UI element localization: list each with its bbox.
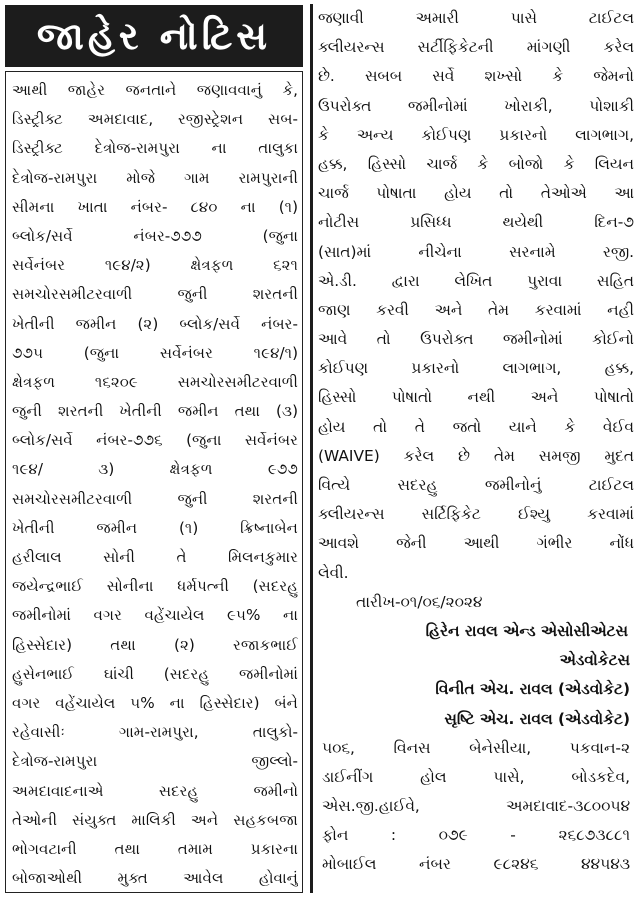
body-line: બ્લોક/સર્વે નંબર-૭૭૭ (જુના [12, 226, 298, 245]
mobile-line: મોબાઈલ નંબર ૯૮૨૪૬ ૪૪૫૪૩ [322, 855, 630, 874]
body-line: સમચોરસમીટરવાળી જુની શરતની [12, 285, 298, 304]
body-line: જયેન્દ્રભાઈ સોનીના ધર્મપત્ની (સદરહુ [12, 577, 298, 596]
body-line: દેત્રોજ-રામપુરા જીલ્લો- [12, 752, 298, 771]
body-line: ૧૯૪/ ૩) ક્ષેત્રફળ ૯૭૭ [12, 460, 298, 479]
body-line: બોજાઓથી મુક્ત આવેલ હોવાનું [12, 869, 298, 888]
phone-line: ફોન : ૦૭૯ - ૨૬૮૭૩૮૮૧ [322, 826, 630, 845]
body-line: આવે તો ઉપરોક્ત જમીનોમાં કોઈનો [318, 330, 634, 349]
body-line: (સાત)માં નીચેના સરનામે રજી. [318, 242, 634, 261]
body-line: હોય તો તે જતો યાને કે વેઈવ [318, 417, 634, 436]
body-line: ૭૭૫ (જુના સર્વેનંબર ૧૯૪/૧) [12, 343, 298, 362]
body-line: આવશે જેની આથી ગંભીર નોંધ [318, 534, 634, 553]
body-line: ઉપરોક્ત જમીનોમાં ખોરાકી, પોશાકી [318, 96, 634, 115]
body-line: ચાર્જ પોષાતા હોય તો તેઓએ આ [318, 184, 634, 203]
body-line: ડિસ્ટ્રીક્ટ દેત્રોજ-રામપુરા ના તાલુકા [12, 139, 298, 158]
body-line: આથી જાહેર જનતાને જણાવવાનું કે, [12, 81, 298, 99]
body-line: કે અન્ય કોઈપણ પ્રકારનો લાગભાગ, [318, 125, 634, 144]
address-line: એસ.જી.હાઈવે, અમદાવાદ-૩૮૦૦૫૪ [322, 797, 630, 816]
body-line: હરીલાલ સોની તે મિલનકુમાર [12, 548, 298, 566]
body-line: ભોગવટાની તથા તમામ પ્રકારના [12, 839, 298, 858]
advocate-name-2: સૃષ્ટિ એચ. રાવલ (એડવોકેટ) [444, 709, 630, 728]
body-line: ક્લીયરન્સ સર્ટિફિકેટ ઈશ્યુ કરવામાં [318, 505, 634, 524]
law-firm-role: એડવોકેટસ [559, 651, 630, 670]
body-line: હુસેનભાઈ ઘાંચી (સદરહુ જમીનોમાં [12, 664, 298, 683]
body-line: હિસ્સેદાર) તથા (૨) રજાકભાઈ [12, 635, 298, 654]
notice-title: જાહેર નોટિસ [36, 13, 272, 58]
address-line: ડાઈનીંગ હોલ પાસે, બોડકદેવ, [322, 767, 630, 786]
body-line: જાણ કરવી અને તેમ કરવામાં નહી [318, 300, 634, 319]
body-line: (WAIVE) કરેલ છે તેમ સમજી મુદત [318, 446, 634, 465]
body-line: હિસ્સો પોષાતો નથી અને પોષાતો [318, 388, 634, 407]
body-line: હક્ક, હિસ્સો ચાર્જ કે બોજો કે લિયન [318, 154, 634, 173]
body-line: સર્વેનંબર ૧૯૪/૨) ક્ષેત્રફળ ૬૨૧ [12, 256, 298, 275]
body-line: નોટીસ પ્રસિધ્ધ થયેથી દિન-૭ [318, 213, 634, 232]
body-line: સમચોરસમીટરવાળી જુની શરતની [12, 489, 298, 508]
notice-header-banner [5, 5, 303, 67]
body-line: ક્ષેત્રફળ ૧૬૨૦૯ સમચોરસમીટરવાળી [12, 372, 298, 391]
body-line: બ્લોક/સર્વે નંબર-૭૭૬ (જુના સર્વેનંબર [12, 431, 298, 450]
body-line: છે. સબબ સર્વે શખ્સો કે જેમનો [318, 67, 634, 86]
body-line: રહેવાસીઃ ગામ-રામપુરા, તાલુકો- [12, 723, 298, 742]
address-line: ૫૦૬, વિનસ બેનેસીયા, પકવાન-૨ [322, 738, 630, 757]
column-divider [310, 4, 313, 893]
body-line: દેત્રોજ-રામપુરા મોજે ગામ રામપુરાની [12, 168, 298, 187]
advocate-name-1: વિનીત એચ. રાવલ (એડવોકેટ) [435, 680, 630, 699]
body-line: લેવી. [318, 563, 349, 582]
body-line: વગર વહેંચાયેલ ૫% ના હિસ્સેદાર) બંને [12, 693, 298, 712]
notice-right-column [318, 4, 634, 894]
body-line: કોઈપણ પ્રકારનો લાગભાગ, હક્ક, [318, 359, 634, 378]
body-line: જમીનોમાં વગર વહેંચાયેલ ૯૫% ના [12, 606, 298, 625]
notice-left-column [5, 5, 305, 893]
body-line: એ.ડી. દ્વારા લેખિત પુરાવા સહિત [318, 271, 634, 290]
body-line: ડિસ્ટ્રીક્ટ અમદાવાદ, રજીસ્ટ્રેશન સબ- [12, 110, 298, 129]
body-line: સીમના ખાતા નંબર- ૮૪૦ ના (૧) [12, 197, 298, 216]
body-line: અમદાવાદનાએ સદરહુ જમીનો [12, 781, 298, 800]
body-line: જુની શરતની ખેતીની જમીન તથા (૩) [12, 402, 298, 421]
body-line: વિત્યે સદરહુ જમીનોનું ટાઈટલ [318, 476, 634, 494]
body-line: તેઓની સંયુક્ત માલિકી અને સહકબજા [12, 810, 298, 829]
body-line: ખેતીની જમીન (૨) બ્લોક/સર્વે નંબર- [12, 314, 298, 333]
body-line: જણાવી અમારી પાસે ટાઈટલ [318, 9, 634, 27]
body-line: ખેતીની જમીન (૧) ક્રિષ્નાબેન [12, 518, 298, 537]
notice-body-left [5, 71, 303, 893]
notice-date: તારીખ-૦૧/૦૬/૨૦૨૪ [356, 592, 483, 611]
law-firm-name: હિરેન રાવલ એન્ડ એસોસીએટસ [425, 621, 628, 640]
body-line: ક્લીયરન્સ સર્ટીફિકેટની માંગણી કરેલ [318, 38, 634, 57]
